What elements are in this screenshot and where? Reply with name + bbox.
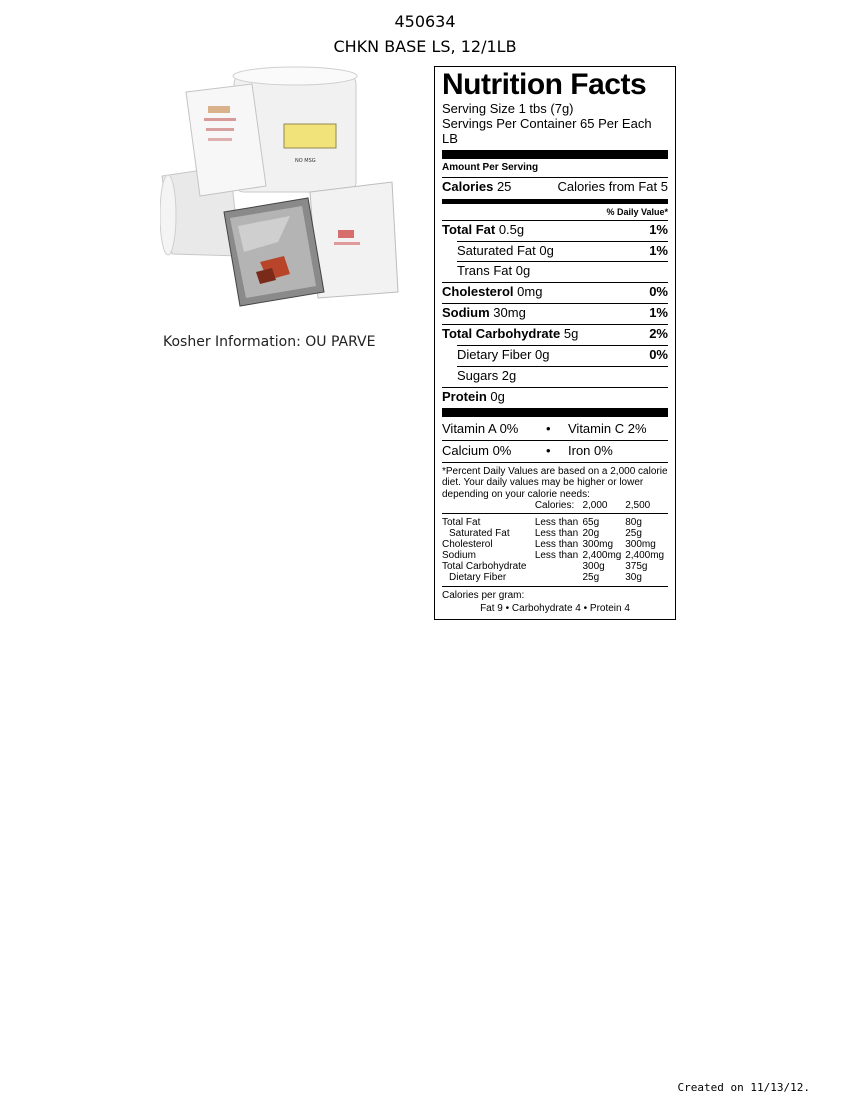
nutrient-label: Total Carbohydrate xyxy=(442,326,561,342)
table-cell: Less than xyxy=(534,528,579,540)
calories-per-gram-label: Calories per gram: xyxy=(442,590,525,602)
servings-per-container: Servings Per Container 65 Per Each LB xyxy=(442,115,652,146)
table-row xyxy=(442,539,668,550)
nutrient-dv: 1% xyxy=(649,221,668,237)
table-cell: 300mg xyxy=(582,539,614,551)
nutrient-label: Cholesterol xyxy=(442,284,514,300)
table-header-cell: 2,000 xyxy=(582,500,625,514)
nutrient-amount: 0mg xyxy=(517,284,543,300)
table-cell: Total Fat xyxy=(442,517,481,529)
daily-value-footnote xyxy=(442,462,668,615)
table-cell: 65g xyxy=(582,517,600,529)
table-cell: 25g xyxy=(582,572,600,584)
table-header-cell: Calories: xyxy=(535,500,583,514)
nutrient-label: Total Fat xyxy=(442,221,496,237)
cholesterol-row xyxy=(442,282,668,303)
nutrition-facts-title: Nutrition Facts xyxy=(442,68,647,101)
table-cell: 2,400mg xyxy=(625,550,665,562)
table-row xyxy=(442,561,668,572)
thick-divider xyxy=(442,408,668,417)
nutrient-dv: 1% xyxy=(649,242,668,258)
calories-per-gram-values: Fat 9 • Carbohydrate 4 • Protein 4 xyxy=(480,602,630,614)
kosher-information: Kosher Information: OU PARVE xyxy=(163,334,376,350)
table-cell: 375g xyxy=(625,561,648,573)
bullet: • xyxy=(546,442,551,458)
daily-value-header: % Daily Value* xyxy=(606,207,668,218)
table-cell xyxy=(535,572,583,583)
table-header-row xyxy=(442,500,668,514)
tub-label-text: NO MSG xyxy=(295,158,316,164)
total-fat-row xyxy=(442,220,668,241)
nutrition-facts-panel xyxy=(434,66,676,620)
nutrient-label: Sodium xyxy=(442,305,490,321)
table-cell: Less than xyxy=(534,517,579,529)
nutrient-label: Saturated Fat 0g xyxy=(457,242,554,258)
nutrient-amount: 0.5g xyxy=(498,221,525,237)
table-cell: 20g xyxy=(582,528,600,540)
calories-per-gram xyxy=(442,586,668,614)
thick-divider xyxy=(442,150,668,159)
product-name: CHKN BASE LS, 12/1LB xyxy=(333,37,517,56)
table-header-cell: 2,500 xyxy=(625,500,668,514)
table-cell: 80g xyxy=(625,517,642,529)
table-cell: Total Carbohydrate xyxy=(442,561,527,573)
protein-row xyxy=(442,387,668,408)
calories-from-fat: Calories from Fat 5 xyxy=(557,179,668,195)
vitamin-c: Vitamin C 2% xyxy=(568,421,647,437)
table-cell: Less than xyxy=(534,539,579,551)
table-row xyxy=(442,514,668,529)
nutrient-amount: 30mg xyxy=(493,305,526,321)
daily-values-table xyxy=(442,500,668,583)
iron: Iron 0% xyxy=(568,442,613,458)
table-cell: Cholesterol xyxy=(442,539,493,551)
product-photo xyxy=(160,66,400,312)
vitamin-a: Vitamin A 0% xyxy=(442,421,519,437)
nutrient-dv: 2% xyxy=(649,326,668,342)
nutrient-amount: 5g xyxy=(563,326,579,342)
table-cell: Sodium xyxy=(442,550,476,562)
bullet: • xyxy=(546,421,551,437)
table-row xyxy=(442,550,668,561)
table-cell: 300mg xyxy=(625,539,656,551)
table-cell: Dietary Fiber xyxy=(449,572,507,584)
nutrient-label: Sugars 2g xyxy=(457,368,517,384)
calories-label: Calories xyxy=(442,179,494,195)
nutrient-label: Protein xyxy=(442,389,487,405)
medium-divider xyxy=(442,199,668,204)
table-cell: 300g xyxy=(582,561,605,573)
footnote-text: *Percent Daily Values are based on a 2,000 calorie diet. Your daily values may be higher or lower depending on your calorie needs: xyxy=(442,465,668,500)
sodium-row xyxy=(442,303,668,324)
product-code: 450634 xyxy=(394,12,456,31)
total-carbohydrate-row xyxy=(442,324,668,345)
serving-size: Serving Size 1 tbs (7g) xyxy=(442,101,574,116)
table-cell: 30g xyxy=(625,572,642,584)
nutrient-amount: 0g xyxy=(490,389,505,405)
created-date: Created on 11/13/12. xyxy=(677,1081,810,1094)
calcium: Calcium 0% xyxy=(442,442,512,458)
amount-per-serving: Amount Per Serving xyxy=(442,161,539,173)
sugars-row xyxy=(457,366,668,387)
table-cell: Less than xyxy=(534,550,579,562)
calories-row xyxy=(442,177,668,198)
calories-value: 25 xyxy=(496,179,512,195)
table-row xyxy=(442,528,668,539)
table-cell: 25g xyxy=(625,528,642,540)
table-cell xyxy=(535,561,583,572)
saturated-fat-row xyxy=(457,241,668,262)
vitamin-row xyxy=(442,419,668,440)
table-cell: Saturated Fat xyxy=(449,528,510,540)
nutrient-label: Trans Fat 0g xyxy=(457,263,531,279)
nutrient-dv: 0% xyxy=(649,284,668,300)
table-cell: 2,400mg xyxy=(582,550,622,562)
trans-fat-row xyxy=(457,261,668,282)
dietary-fiber-row xyxy=(457,345,668,366)
nutrient-label: Dietary Fiber 0g xyxy=(457,347,550,363)
table-row xyxy=(442,572,668,583)
nutrient-dv: 0% xyxy=(649,347,668,363)
mineral-row xyxy=(442,440,668,462)
nutrient-dv: 1% xyxy=(649,305,668,321)
